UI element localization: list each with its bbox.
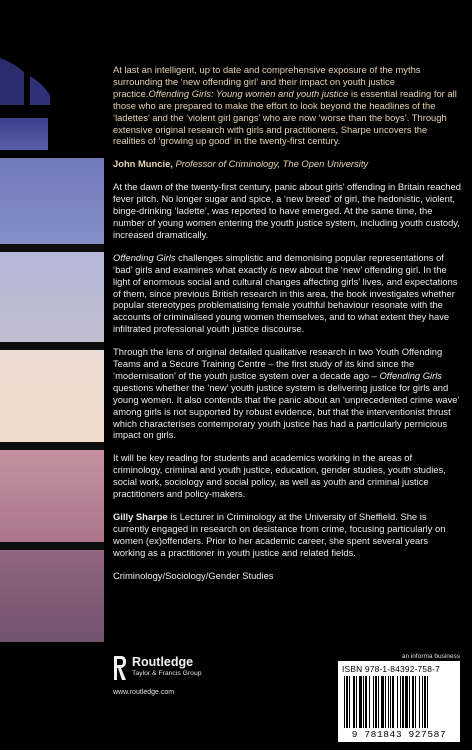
book-title-italic: Offending Girls: Young women and youth justice [148,87,349,99]
paragraph-text-continued: questions whether the ‘new’ youth justice system is delivering justice for girls and young women. It also contends that the panic about an ‘unprecedented crime wave’ among girls is not supported by robust evidence, but that the interventionist thrust which characterises contemporary youth justice has had a particularly pernicious impact on girls. [113,381,460,441]
barcode-panel [338,661,460,742]
barcode-bar [344,676,345,728]
isbn-text: ISBN 978-1-84392-758-7 [342,664,440,674]
author-bio [113,511,461,559]
book-title-italic: Offending Girls [113,251,176,263]
paragraph-text: Through the lens of original detailed qualitative research in two Youth Offending Teams and a Secure Training Centre – the first study of its kind since the ‘modernisation’ of the youth justice system over a decade ago – [113,346,443,381]
barcode-bar [375,676,377,728]
description-paragraph-2 [113,252,461,335]
barcode-bars [342,676,456,728]
paragraph-text: challenges simplistic and demonising popular representations of ‘bad’ girls and examines what exactly [113,251,444,275]
publisher-name: Routledge [132,655,194,669]
informa-tagline: an informa business [401,653,460,660]
barcode-bar [353,676,355,728]
author-name: Gilly Sharpe [113,511,168,522]
book-title-italic: Offending Girls [379,369,442,381]
publisher-url[interactable]: www.routledge.com [113,689,175,696]
barcode-bar [412,676,414,728]
barcode-bar [373,676,374,728]
barcode-bar [392,676,394,728]
barcode-bar [385,676,386,728]
barcode-bar [424,676,426,728]
back-cover-copy [113,64,461,593]
barcode-bar [388,676,389,728]
endorsement-quote [113,64,461,147]
barcode-bar [365,676,367,728]
barcode-block [338,653,460,742]
quote-text-continued: is essential reading for all those who are prepared to make the effort to look beyond the headlines of the ‘ladettes’ and the ‘violent girl gangs’ who are now ‘worse than the boys’. Through extensive original research with girls and practitioners, Sharpe uncovers the realities of ‘growing up good’ in the twenty-first century. [113,87,457,147]
barcode-number: 9 781843 927587 [351,729,447,740]
barcode-bar [402,676,404,728]
arched-window-image [0,0,110,650]
quote-text: At last an intelligent, up to date and comprehensive exposure of the myths surrounding the ‘new offending girl’ and their impact on youth justice practice. [113,64,421,99]
description-paragraph-1: At the dawn of the twenty-first century, panic about girls’ offending in Britain reached fever pitch. No longer sugar and spice, a ‘new breed’ of girl, the hedonistic, violent, binge-drinking ‘ladette’, was reported to have emerged. At the same time, the number of young women entering the youth justice system, including youth custody, increased dramatically. [113,181,461,240]
subject-categories: Criminology/Sociology/Gender Studies [113,569,274,581]
emphasis-word: is [270,263,277,275]
publisher-group: Taylor & Francis Group [132,670,202,677]
barcode-bar [419,676,420,728]
barcode-bar [381,676,384,728]
endorsement-attribution [113,158,461,170]
barcode-bar [349,676,350,728]
barcode-bar [359,676,362,728]
barcode-bar [397,676,398,728]
barcode-bar [346,676,348,728]
endorser-role: Professor of Criminology, The Open University [172,158,369,170]
routledge-r-icon [113,655,127,681]
audience-paragraph: It will be key reading for students and academics working in the areas of criminology, criminal and youth justice, education, gender studies, youth studies, social work, sociology and social policy, as well as youth and criminal justice practitioners and policy-makers. [113,452,446,500]
author-bio-text: is Lecturer in Criminology at the University of Sheffield. She is currently engaged in research on desistance from crime, focusing particularly on women (ex)offenders. Prior to her academic career, she spent several years working as a practitioner in youth justice and related fields. [113,511,446,558]
publisher-logo [113,655,243,681]
barcode-bar [415,676,416,728]
barcode-bar [369,676,370,728]
barcode-bar [422,676,423,728]
barcode-bar [427,676,428,728]
barcode-bar [356,676,357,728]
barcode-bar [378,676,379,728]
publisher-block [113,655,243,696]
barcode-bar [405,676,408,728]
barcode-bar [400,676,401,728]
barcode-bar [363,676,364,728]
paragraph-text-continued: new about the ‘new’ offending girl. In the light of enormous social and cultural changes affecting girls’ lives, and expectations of them, since previous British research in this area, the book investigates whether popular stereotypes problematising female youthful behaviour resonate with the accounts of criminalised young women themselves, and to what extent they have infiltrated professional youth justice discourse. [113,263,458,335]
endorser-name: John Muncie, [113,158,173,170]
barcode-bar [390,676,391,728]
description-paragraph-3 [113,346,461,441]
barcode-bar [409,676,410,728]
